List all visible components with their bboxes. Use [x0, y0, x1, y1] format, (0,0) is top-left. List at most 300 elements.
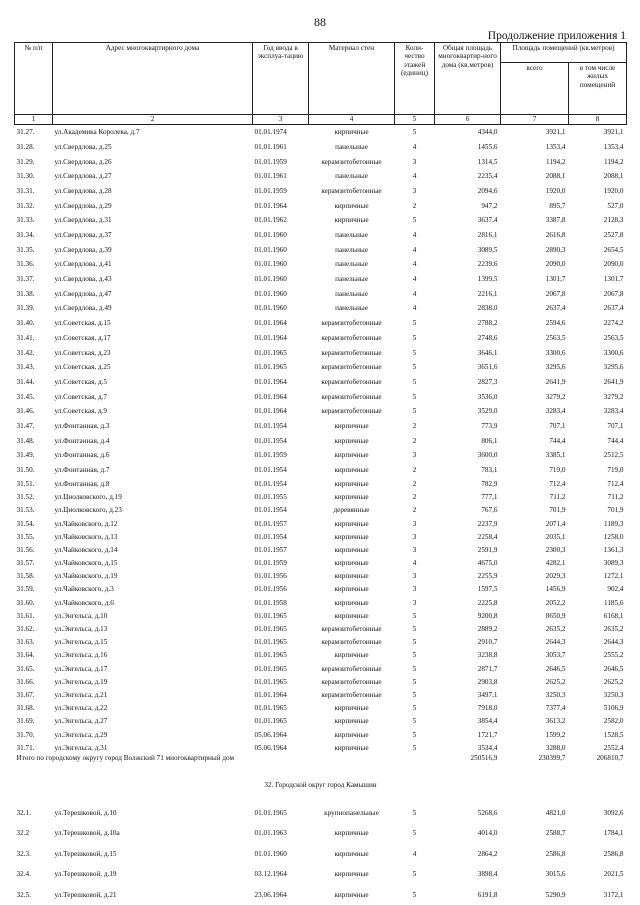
row-year: 01.01.1960: [254, 289, 287, 298]
row-total-area: 3089,5: [477, 245, 498, 254]
row-number: 31.53.: [16, 506, 35, 515]
row-area-all: 2588,7: [545, 829, 566, 838]
row-area-residential: 1353,4: [603, 142, 624, 151]
row-address: ул.Свердлова, д.49: [54, 304, 112, 313]
row-total-area: 2094,6: [477, 186, 498, 195]
row-area-residential: 3092,6: [603, 808, 624, 817]
row-number: 31.38.: [16, 289, 35, 298]
row-address: ул.Терешковой, д.19: [54, 870, 117, 879]
row-area-all: 2616,8: [545, 231, 566, 240]
row-number: 31.60.: [16, 598, 35, 607]
row-floors: 2: [412, 506, 417, 515]
row-year: 01.01.1959: [254, 186, 287, 195]
row-area-residential: 744,4: [607, 436, 624, 445]
row-address: ул.Чайковского, д.14: [54, 545, 118, 554]
table-row: [15, 517, 627, 530]
row-area-residential: 1528,5: [603, 730, 624, 739]
header-residential: в том числе жилых помещений: [569, 63, 627, 115]
row-number: 31.40.: [16, 319, 35, 328]
row-area-all: 1194,2: [546, 157, 566, 166]
row-material: панельные: [335, 231, 368, 240]
row-floors: 5: [412, 333, 417, 342]
row-area-residential: 2644,3: [603, 638, 624, 647]
row-number: 31.52.: [16, 493, 35, 502]
row-total-area: 3646,1: [477, 348, 498, 357]
colnum: 1: [15, 115, 53, 125]
table-row: [15, 448, 627, 463]
row-year: 01.01.1965: [254, 664, 287, 673]
table-body-total: [15, 754, 627, 802]
row-area-residential: 2552,4: [603, 743, 624, 752]
row-year: 01.01.1964: [254, 333, 287, 342]
housing-table: [14, 42, 627, 905]
row-total-area: 2235,4: [477, 172, 498, 181]
row-number: 31.49.: [16, 451, 35, 460]
row-area-residential: 3921,1: [603, 128, 624, 137]
row-area-all: 3921,1: [545, 128, 566, 137]
row-address: ул.Свердлова, д.26: [54, 157, 112, 166]
row-floors: 3: [412, 532, 417, 541]
row-address: ул.Циолковского, д.19: [54, 493, 122, 502]
table-row: [15, 287, 627, 302]
row-year: 01.01.1961: [254, 142, 287, 151]
table-row: [15, 198, 627, 213]
table-row: [15, 140, 627, 155]
row-total-area: 1721,7: [477, 730, 498, 739]
row-address: ул.Энгельса, д.29: [54, 730, 108, 739]
row-year: 01.01.1965: [254, 611, 287, 620]
row-address: ул.Энгельса, д.27: [54, 717, 108, 726]
row-address: ул.Терешковой, д.21: [54, 890, 117, 899]
row-year: 01.01.1956: [254, 572, 287, 581]
row-number: 31.51.: [16, 479, 35, 488]
row-year: 01.01.1959: [254, 157, 287, 166]
row-floors: 5: [412, 625, 417, 634]
row-floors: 2: [412, 201, 417, 210]
table-row: [15, 331, 627, 346]
row-area-residential: 711,2: [607, 493, 624, 502]
row-area-residential: 3283,4: [603, 407, 624, 416]
row-number: 31.44.: [16, 377, 35, 386]
row-floors: 2: [412, 479, 417, 488]
row-number: 31.30.: [16, 172, 35, 181]
row-area-residential: 3279,2: [603, 392, 624, 401]
row-floors: 5: [412, 808, 417, 817]
row-address: ул.Терешковой, д.10а: [54, 829, 120, 838]
colnum: 7: [501, 115, 569, 125]
row-total-area: 3600,0: [477, 451, 498, 460]
row-area-all: 2067,8: [545, 289, 566, 298]
row-material: кирпичные: [334, 743, 369, 752]
row-material: панельные: [335, 172, 368, 181]
row-number: 31.32.: [16, 201, 35, 210]
table-row: [15, 702, 627, 715]
header-address: Адрес многоквартирного дома: [53, 43, 253, 115]
row-material: кирпичные: [334, 598, 369, 607]
row-material: кирпичные: [334, 466, 369, 475]
row-number: 31.63.: [16, 638, 35, 647]
row-area-all: 895,7: [549, 201, 566, 210]
row-area-residential: 2654,5: [603, 245, 624, 254]
row-area-all: 3053,7: [545, 651, 566, 660]
row-material: керамзитобетонные: [321, 638, 382, 647]
row-year: 01.01.1954: [254, 466, 287, 475]
row-number: 31.57.: [16, 559, 35, 568]
total-row: [15, 754, 627, 776]
table-row: [15, 596, 627, 609]
row-material: керамзитобетонные: [321, 407, 382, 416]
table-row: [15, 715, 627, 728]
row-material: кирпичные: [334, 572, 369, 581]
row-area-residential: 1258,0: [603, 532, 624, 541]
row-area-residential: 701,9: [607, 506, 624, 515]
row-address: ул.Свердлова, д.37: [54, 231, 112, 240]
row-area-all: 711,2: [549, 493, 566, 502]
row-floors: 5: [412, 407, 417, 416]
row-material: кирпичные: [334, 421, 369, 430]
row-total-area: 2255,9: [477, 572, 498, 581]
colnum: 8: [569, 115, 627, 125]
row-area-all: 3385,1: [545, 451, 566, 460]
row-floors: 3: [412, 585, 417, 594]
table-row: [15, 478, 627, 491]
row-material: кирпичные: [334, 479, 369, 488]
row-total-area: 767,6: [481, 506, 498, 515]
row-area-all: 744,4: [549, 436, 566, 445]
row-area-all: 2635,2: [545, 625, 566, 634]
row-material: керамзитобетонные: [321, 186, 382, 195]
row-floors: 5: [412, 611, 417, 620]
table-row: [15, 316, 627, 331]
row-address: ул.Фонтанная, д.6: [54, 451, 110, 460]
row-total-area: 3536,0: [477, 392, 498, 401]
row-material: кирпичные: [334, 493, 369, 502]
row-number: 31.56.: [16, 545, 35, 554]
row-area-all: 3250,3: [545, 690, 566, 699]
row-area-all: 3288,0: [545, 743, 566, 752]
row-area-residential: 2527,8: [603, 231, 624, 240]
row-material: кирпичные: [334, 651, 369, 660]
row-floors: 5: [412, 870, 417, 879]
row-total-area: 2903,8: [477, 677, 498, 686]
row-total-area: 3637,4: [477, 216, 498, 225]
row-material: кирпичные: [334, 730, 369, 739]
row-total-area: 3529,0: [477, 407, 498, 416]
row-total-area: 4675,0: [477, 559, 498, 568]
row-floors: 4: [412, 142, 417, 151]
colnum: 4: [309, 115, 395, 125]
row-material: кирпичные: [334, 532, 369, 541]
row-address: ул.Энгельса, д.19: [54, 677, 108, 686]
row-address: ул.Академика Королева, д.7: [54, 128, 140, 137]
header-year: Год ввода в эксплуа-тацию: [253, 43, 309, 115]
table-row: [15, 184, 627, 199]
row-number: 31.28.: [16, 142, 35, 151]
table-row: [15, 689, 627, 702]
row-floors: 5: [412, 348, 417, 357]
table-row: [15, 433, 627, 448]
row-area-all: 1456,9: [545, 585, 566, 594]
row-area-all: 3279,2: [545, 392, 566, 401]
row-number: 31.35.: [16, 245, 35, 254]
row-material: крупнопанельные: [324, 808, 379, 817]
row-area-residential: 1272,1: [603, 572, 624, 581]
row-number: 31.47.: [16, 421, 35, 430]
row-material: кирпичные: [334, 849, 369, 858]
row-year: 01.01.1965: [254, 677, 287, 686]
table-row: [15, 623, 627, 636]
row-material: деревянные: [333, 506, 370, 515]
row-address: ул.Энгельса, д.15: [54, 638, 108, 647]
row-area-all: 2586,8: [545, 849, 566, 858]
row-year: 01.01.1954: [254, 479, 287, 488]
total-all: 230399,7: [538, 754, 566, 763]
row-number: 31.67.: [16, 690, 35, 699]
row-area-all: 701,9: [549, 506, 566, 515]
row-total-area: 4344,0: [477, 128, 498, 137]
row-material: кирпичные: [334, 704, 369, 713]
row-floors: 5: [412, 377, 417, 386]
row-number: 31.33.: [16, 216, 35, 225]
row-area-all: 2637,4: [545, 304, 566, 313]
table-row: [15, 649, 627, 662]
row-area-residential: 1920,0: [603, 186, 624, 195]
row-year: 05.06.1964: [254, 743, 287, 752]
row-area-residential: 2646,5: [603, 664, 624, 673]
row-area-all: 3283,4: [545, 407, 566, 416]
row-area-residential: 3295,6: [603, 363, 624, 372]
row-area-all: 3613,2: [545, 717, 566, 726]
row-total-area: 1399,5: [477, 275, 498, 284]
row-number: 31.31.: [16, 186, 35, 195]
row-address: ул.Энгельса, д.13: [54, 625, 108, 634]
row-area-residential: 527,0: [607, 201, 624, 210]
row-number: 31.46.: [16, 407, 35, 416]
row-year: 01.01.1954: [254, 436, 287, 445]
row-area-residential: 719,0: [607, 466, 624, 475]
row-area-all: 2035,1: [545, 532, 566, 541]
row-total-area: 2591,9: [477, 545, 498, 554]
row-floors: 4: [412, 260, 417, 269]
row-year: 01.01.1956: [254, 585, 287, 594]
row-total-area: 2748,6: [477, 333, 498, 342]
row-area-all: 2625,2: [545, 677, 566, 686]
row-address: ул.Чайковского, д.12: [54, 519, 118, 528]
row-material: керамзитобетонные: [321, 333, 382, 342]
row-year: 01.01.1964: [254, 392, 287, 401]
row-address: ул.Чайковского, д.6: [54, 598, 114, 607]
row-number: 31.45.: [16, 392, 35, 401]
row-address: ул.Фонтанная, д.7: [54, 466, 110, 475]
table-body-c: [15, 802, 627, 905]
row-area-all: 3300,6: [545, 348, 566, 357]
row-year: 01.01.1954: [254, 506, 287, 515]
table-row: [15, 419, 627, 434]
row-area-residential: 2641,9: [603, 377, 624, 386]
row-floors: 5: [412, 363, 417, 372]
row-floors: 3: [412, 572, 417, 581]
row-year: 01.01.1958: [254, 598, 287, 607]
row-address: ул.Свердлова, д.41: [54, 260, 112, 269]
row-total-area: 2237,9: [477, 519, 498, 528]
row-address: ул.Чайковского, д.19: [54, 572, 118, 581]
row-floors: 5: [412, 717, 417, 726]
row-area-all: 719,0: [549, 466, 566, 475]
row-total-area: 3854,4: [477, 717, 498, 726]
table-row: [15, 154, 627, 169]
row-total-area: 2225,8: [477, 598, 498, 607]
row-year: 01.01.1959: [254, 559, 287, 568]
header-num: № п/п: [15, 43, 53, 115]
row-area-all: 712,4: [549, 479, 566, 488]
row-total-area: 773,9: [481, 421, 498, 430]
row-year: 01.01.1960: [254, 245, 287, 254]
row-area-residential: 2586,8: [603, 849, 624, 858]
row-area-residential: 2625,2: [603, 677, 624, 686]
table-row: [15, 404, 627, 419]
table-row: [15, 823, 627, 844]
row-year: 01.01.1974: [254, 128, 287, 137]
row-material: кирпичные: [334, 519, 369, 528]
row-year: 01.01.1964: [254, 319, 287, 328]
row-address: ул.Свердлова, д.47: [54, 289, 112, 298]
row-floors: 5: [412, 392, 417, 401]
table-row: [15, 802, 627, 823]
row-area-residential: 712,4: [607, 479, 624, 488]
row-total-area: 2838,0: [477, 304, 498, 313]
header-premises: Площадь помещений (кв.метров): [501, 43, 627, 63]
row-area-all: 8650,9: [545, 611, 566, 620]
row-number: 31.37.: [16, 275, 35, 284]
table-row: [15, 570, 627, 583]
row-number: 31.66.: [16, 677, 35, 686]
row-year: 01.01.1965: [254, 363, 287, 372]
row-number: 31.61.: [16, 611, 35, 620]
row-material: кирпичные: [334, 585, 369, 594]
row-year: 01.01.1964: [254, 201, 287, 210]
row-year: 01.01.1959: [254, 451, 287, 460]
row-total-area: 3898,4: [477, 870, 498, 879]
row-area-residential: 2090,0: [603, 260, 624, 269]
row-material: керамзитобетонные: [321, 664, 382, 673]
row-area-all: 1599,2: [545, 730, 566, 739]
colnum: 2: [53, 115, 253, 125]
row-area-all: 2563,5: [545, 333, 566, 342]
table-row: [15, 463, 627, 478]
row-year: 01.01.1965: [254, 717, 287, 726]
row-area-all: 2300,3: [545, 545, 566, 554]
row-address: ул.Терешковой, д.10: [54, 808, 117, 817]
header-total-area: Общая площадь многоквартир-ного дома (кв.метров): [435, 43, 501, 115]
row-area-residential: 1361,3: [603, 545, 624, 554]
row-address: ул.Свердлова, д.29: [54, 201, 112, 210]
row-floors: 5: [412, 890, 417, 899]
total-area: 250516,9: [470, 754, 498, 763]
row-number: 31.42.: [16, 348, 35, 357]
row-material: кирпичные: [334, 436, 369, 445]
row-year: 01.01.1957: [254, 519, 287, 528]
row-material: керамзитобетонные: [321, 157, 382, 166]
row-area-all: 2088,1: [545, 172, 566, 181]
row-address: ул.Советская, д.5: [54, 377, 108, 386]
row-total-area: 3497,1: [477, 690, 498, 699]
row-material: кирпичные: [334, 545, 369, 554]
row-floors: 2: [412, 421, 417, 430]
row-floors: 5: [412, 216, 417, 225]
row-number: 32.3.: [16, 849, 31, 858]
row-area-residential: 2021,5: [603, 870, 624, 879]
row-number: 31.55.: [16, 532, 35, 541]
table-row: [15, 583, 627, 596]
table-body-b: [15, 478, 627, 755]
row-total-area: 1455,6: [477, 142, 498, 151]
row-floors: 4: [412, 559, 417, 568]
row-material: кирпичные: [334, 451, 369, 460]
table-row: [15, 741, 627, 754]
row-area-all: 2594,6: [545, 319, 566, 328]
row-number: 31.36.: [16, 260, 35, 269]
row-area-residential: 2274,2: [603, 319, 624, 328]
row-year: 01.01.1954: [254, 532, 287, 541]
row-year: 01.01.1957: [254, 545, 287, 554]
row-material: панельные: [335, 245, 368, 254]
row-total-area: 2216,1: [477, 289, 498, 298]
row-year: 01.01.1955: [254, 493, 287, 502]
row-floors: 5: [412, 730, 417, 739]
row-material: керамзитобетонные: [321, 690, 382, 699]
row-material: кирпичные: [334, 216, 369, 225]
row-area-residential: 707,1: [607, 421, 624, 430]
row-year: 23.06.1964: [254, 890, 287, 899]
row-material: керамзитобетонные: [321, 392, 382, 401]
row-total-area: 806,1: [481, 436, 498, 445]
row-material: панельные: [335, 260, 368, 269]
row-area-residential: 2128,3: [603, 216, 624, 225]
table-row: [15, 257, 627, 272]
row-area-residential: 1194,2: [604, 157, 624, 166]
colnum: 6: [435, 115, 501, 125]
row-year: 03.12.1964: [254, 870, 287, 879]
row-floors: 3: [412, 157, 417, 166]
row-year: 01.01.1964: [254, 377, 287, 386]
row-area-all: 1301,7: [545, 275, 566, 284]
row-number: 31.58.: [16, 572, 35, 581]
row-material: панельные: [335, 304, 368, 313]
row-floors: 3: [412, 545, 417, 554]
row-floors: 5: [412, 829, 417, 838]
table-body-a: [15, 125, 627, 478]
row-floors: 4: [412, 245, 417, 254]
row-year: 01.01.1965: [254, 704, 287, 713]
row-year: 01.01.1964: [254, 407, 287, 416]
row-year: 01.01.1960: [254, 231, 287, 240]
row-material: кирпичные: [334, 870, 369, 879]
row-material: кирпичные: [334, 890, 369, 899]
table-row: [15, 389, 627, 404]
row-floors: 3: [412, 519, 417, 528]
table-row: [15, 125, 627, 140]
table-row: [15, 636, 627, 649]
row-total-area: 1597,5: [477, 585, 498, 594]
row-address: ул.Терешковой, д.15: [54, 849, 117, 858]
row-floors: 5: [412, 690, 417, 699]
row-number: 32.1.: [16, 808, 31, 817]
row-number: 31.34.: [16, 231, 35, 240]
row-area-residential: 2563,5: [603, 333, 624, 342]
page-number: 88: [314, 15, 326, 29]
table-row: [15, 301, 627, 316]
row-address: ул.Энгельса, д.21: [54, 690, 108, 699]
